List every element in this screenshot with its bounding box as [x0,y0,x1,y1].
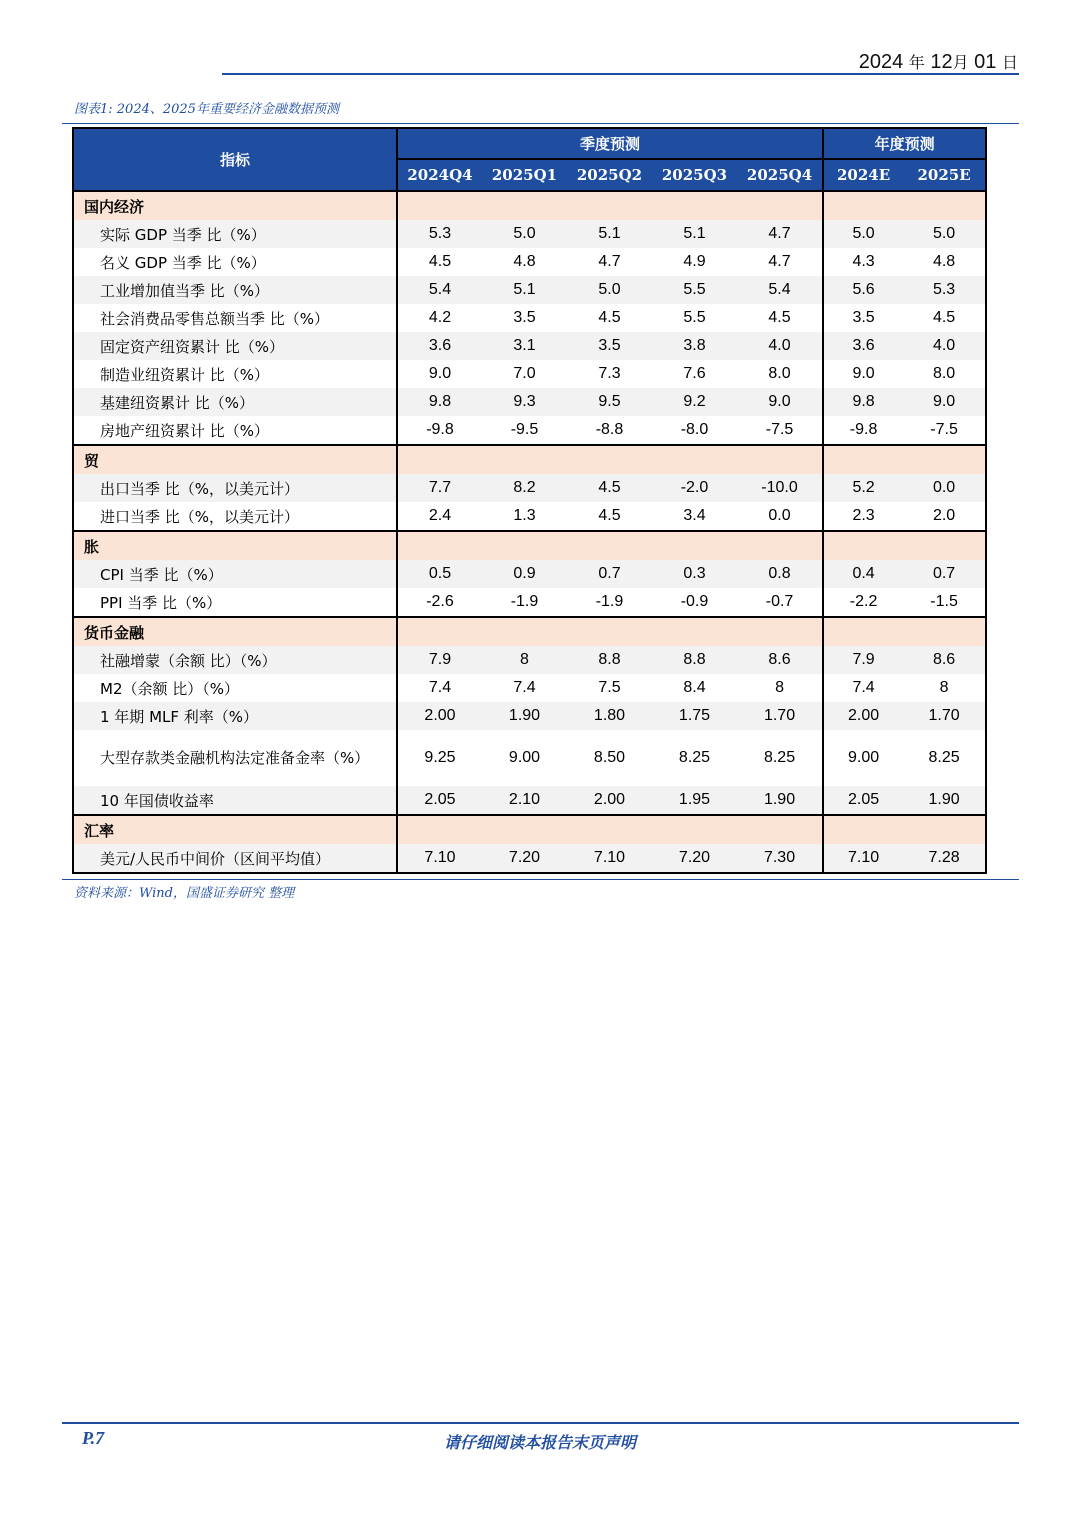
value-cell: 5.6 [823,276,903,304]
value-cell: 5.3 [903,276,986,304]
section-fill [823,815,986,844]
value-cell: 7.5 [567,674,652,702]
value-cell: 7.10 [397,844,482,873]
row-label: 美元/人民币中间价（区间平均值） [73,844,397,873]
value-cell: 9.8 [397,388,482,416]
section-row [73,617,986,646]
value-cell: 0.3 [652,560,737,588]
section-row [73,445,986,474]
value-cell: 4.8 [482,248,567,276]
quarter-group-header: 季度预测 [397,128,823,159]
table-row [73,304,986,332]
table-row [73,332,986,360]
value-cell: 8.6 [903,646,986,674]
table-row [73,220,986,248]
section-row [73,531,986,560]
table-row [73,502,986,531]
value-cell: 0.0 [737,502,823,531]
value-cell: 8.50 [567,730,652,786]
value-cell: 8.25 [903,730,986,786]
value-cell: 4.7 [737,220,823,248]
row-label: 1 年期 MLF 利率（%） [73,702,397,730]
section-title: 货币金融 [73,617,397,646]
value-cell: 9.0 [737,388,823,416]
table-row [73,786,986,815]
value-cell: 4.2 [397,304,482,332]
row-label: 基建纽资累计 比（%） [73,388,397,416]
row-label: 工业增加值当季 比（%） [73,276,397,304]
value-cell: 3.5 [567,332,652,360]
table-row [73,674,986,702]
value-cell: 2.00 [823,702,903,730]
value-cell: 2.0 [903,502,986,531]
value-cell: 8.8 [567,646,652,674]
table-row [73,416,986,445]
value-cell: 0.7 [567,560,652,588]
table-row [73,248,986,276]
value-cell: 7.4 [397,674,482,702]
value-cell: 4.7 [737,248,823,276]
row-label: 房地产纽资累计 比（%） [73,416,397,445]
value-cell: 7.4 [482,674,567,702]
value-cell: 1.75 [652,702,737,730]
section-row [73,815,986,844]
value-cell: 5.0 [482,220,567,248]
value-cell: 7.10 [567,844,652,873]
value-cell: 3.6 [823,332,903,360]
date-month-unit: 月 [952,55,969,72]
value-cell: 3.5 [482,304,567,332]
value-cell: 8 [903,674,986,702]
table-row [73,276,986,304]
value-cell: 2.05 [397,786,482,815]
value-cell: 8.4 [652,674,737,702]
value-cell: 9.0 [397,360,482,388]
value-cell: 9.0 [823,360,903,388]
value-cell: 4.0 [903,332,986,360]
quarter-header: 2025Q1 [482,159,567,191]
value-cell: 7.30 [737,844,823,873]
forecast-table [72,127,987,874]
value-cell: -7.5 [737,416,823,445]
value-cell: 4.9 [652,248,737,276]
value-cell: 0.0 [903,474,986,502]
forecast-table-container [72,127,987,874]
table-row [73,388,986,416]
value-cell: 4.7 [567,248,652,276]
value-cell: 1.90 [482,702,567,730]
section-fill [823,531,986,560]
table-row [73,730,986,786]
value-cell: 4.5 [737,304,823,332]
value-cell: 7.4 [823,674,903,702]
value-cell: -1.9 [482,588,567,617]
value-cell: 8 [737,674,823,702]
value-cell: 1.70 [737,702,823,730]
value-cell: -9.8 [823,416,903,445]
source-divider [62,879,1019,880]
row-label: 固定资产纽资累计 比（%） [73,332,397,360]
section-fill [823,617,986,646]
value-cell: 7.20 [482,844,567,873]
value-cell: 8.25 [652,730,737,786]
value-cell: 0.4 [823,560,903,588]
value-cell: 1.70 [903,702,986,730]
value-cell: -8.0 [652,416,737,445]
value-cell: 7.7 [397,474,482,502]
value-cell: 7.20 [652,844,737,873]
source-note: 资料来源：Wind，国盛证券研究 整理 [74,886,295,901]
value-cell: 8.2 [482,474,567,502]
value-cell: 8.0 [737,360,823,388]
value-cell: 0.7 [903,560,986,588]
section-fill [823,191,986,220]
date-day-unit: 日 [1001,55,1018,72]
value-cell: 3.4 [652,502,737,531]
value-cell: 8.0 [903,360,986,388]
section-title: 国内经济 [73,191,397,220]
row-label: 10 年国债收益率 [73,786,397,815]
section-title: 汇率 [73,815,397,844]
value-cell: 9.2 [652,388,737,416]
section-fill [397,617,823,646]
value-cell: 1.3 [482,502,567,531]
value-cell: 5.1 [567,220,652,248]
table-caption: 图表1: 2024、2025年重要经济金融数据预测 [74,102,339,117]
value-cell: 9.25 [397,730,482,786]
value-cell: -9.8 [397,416,482,445]
value-cell: 4.5 [397,248,482,276]
year-header: 2025E [903,159,986,191]
value-cell: -9.5 [482,416,567,445]
table-row [73,844,986,873]
value-cell: 3.1 [482,332,567,360]
row-label: 实际 GDP 当季 比（%） [73,220,397,248]
value-cell: 8.8 [652,646,737,674]
value-cell: -10.0 [737,474,823,502]
table-row [73,702,986,730]
row-label: CPI 当季 比（%） [73,560,397,588]
year-header: 2024E [823,159,903,191]
value-cell: -2.6 [397,588,482,617]
section-title: 胀 [73,531,397,560]
date-day: 01 [974,51,997,73]
footer-divider [62,1422,1019,1424]
value-cell: 5.4 [737,276,823,304]
table-row [73,560,986,588]
quarter-header: 2025Q3 [652,159,737,191]
value-cell: 2.3 [823,502,903,531]
value-cell: 5.4 [397,276,482,304]
row-label: 出口当季 比（%，以美元计） [73,474,397,502]
value-cell: 5.5 [652,304,737,332]
value-cell: 9.3 [482,388,567,416]
value-cell: 4.5 [567,474,652,502]
value-cell: -1.9 [567,588,652,617]
value-cell: -0.9 [652,588,737,617]
value-cell: 4.8 [903,248,986,276]
value-cell: 5.1 [652,220,737,248]
row-label: 社融增蒙（余额 比）（%） [73,646,397,674]
value-cell: 1.90 [737,786,823,815]
value-cell: 8.25 [737,730,823,786]
value-cell: 4.5 [903,304,986,332]
value-cell: 7.28 [903,844,986,873]
value-cell: 8.6 [737,646,823,674]
value-cell: 5.5 [652,276,737,304]
section-fill [823,445,986,474]
year-group-header: 年度预测 [823,128,986,159]
date-year-unit: 年 [908,55,925,72]
value-cell: 7.6 [652,360,737,388]
section-fill [397,531,823,560]
row-label: PPI 当季 比（%） [73,588,397,617]
report-date [859,50,1018,74]
table-header [73,128,986,191]
quarter-header: 2024Q4 [397,159,482,191]
row-label: M2（余额 比）（%） [73,674,397,702]
value-cell: 9.00 [823,730,903,786]
table-row [73,588,986,617]
indicator-header: 指标 [73,128,397,191]
row-label: 大型存款类金融机构法定准备金率（%） [73,730,397,786]
value-cell: 5.0 [823,220,903,248]
footer-disclaimer: 请仔细阅读本报告末页声明 [443,1433,636,1452]
value-cell: 7.9 [823,646,903,674]
header-divider [222,73,1019,75]
value-cell: 2.00 [567,786,652,815]
value-cell: -8.8 [567,416,652,445]
value-cell: 3.5 [823,304,903,332]
value-cell: 1.80 [567,702,652,730]
value-cell: 5.3 [397,220,482,248]
row-label: 社会消费品零售总额当季 比（%） [73,304,397,332]
value-cell: 0.5 [397,560,482,588]
value-cell: 5.1 [482,276,567,304]
value-cell: 2.4 [397,502,482,531]
section-title: 贸 [73,445,397,474]
value-cell: 9.5 [567,388,652,416]
value-cell: 5.0 [567,276,652,304]
date-year: 2024 [858,51,904,73]
value-cell: 4.5 [567,502,652,531]
quarter-header: 2025Q4 [737,159,823,191]
table-body [73,191,986,873]
value-cell: -2.0 [652,474,737,502]
row-label: 进口当季 比（%，以美元计） [73,502,397,531]
value-cell: 1.95 [652,786,737,815]
table-row [73,474,986,502]
table-row [73,360,986,388]
value-cell: 5.0 [903,220,986,248]
quarter-header: 2025Q2 [567,159,652,191]
page-number: P.7 [82,1428,105,1448]
value-cell: 2.00 [397,702,482,730]
value-cell: 7.0 [482,360,567,388]
row-label: 制造业纽资累计 比（%） [73,360,397,388]
date-month: 12 [930,51,953,73]
section-fill [397,191,823,220]
value-cell: 0.8 [737,560,823,588]
value-cell: 7.9 [397,646,482,674]
value-cell: 4.5 [567,304,652,332]
value-cell: 1.90 [903,786,986,815]
value-cell: 0.9 [482,560,567,588]
value-cell: -1.5 [903,588,986,617]
value-cell: 4.3 [823,248,903,276]
value-cell: -2.2 [823,588,903,617]
value-cell: 8 [482,646,567,674]
value-cell: 3.8 [652,332,737,360]
value-cell: 2.10 [482,786,567,815]
caption-divider [62,123,1019,124]
value-cell: 2.05 [823,786,903,815]
row-label: 名义 GDP 当季 比（%） [73,248,397,276]
value-cell: -0.7 [737,588,823,617]
value-cell: 7.3 [567,360,652,388]
value-cell: 3.6 [397,332,482,360]
section-row [73,191,986,220]
value-cell: 5.2 [823,474,903,502]
value-cell: 9.8 [823,388,903,416]
section-fill [397,815,823,844]
value-cell: 9.00 [482,730,567,786]
value-cell: 9.0 [903,388,986,416]
value-cell: 7.10 [823,844,903,873]
table-row [73,646,986,674]
section-fill [397,445,823,474]
value-cell: 4.0 [737,332,823,360]
value-cell: -7.5 [903,416,986,445]
